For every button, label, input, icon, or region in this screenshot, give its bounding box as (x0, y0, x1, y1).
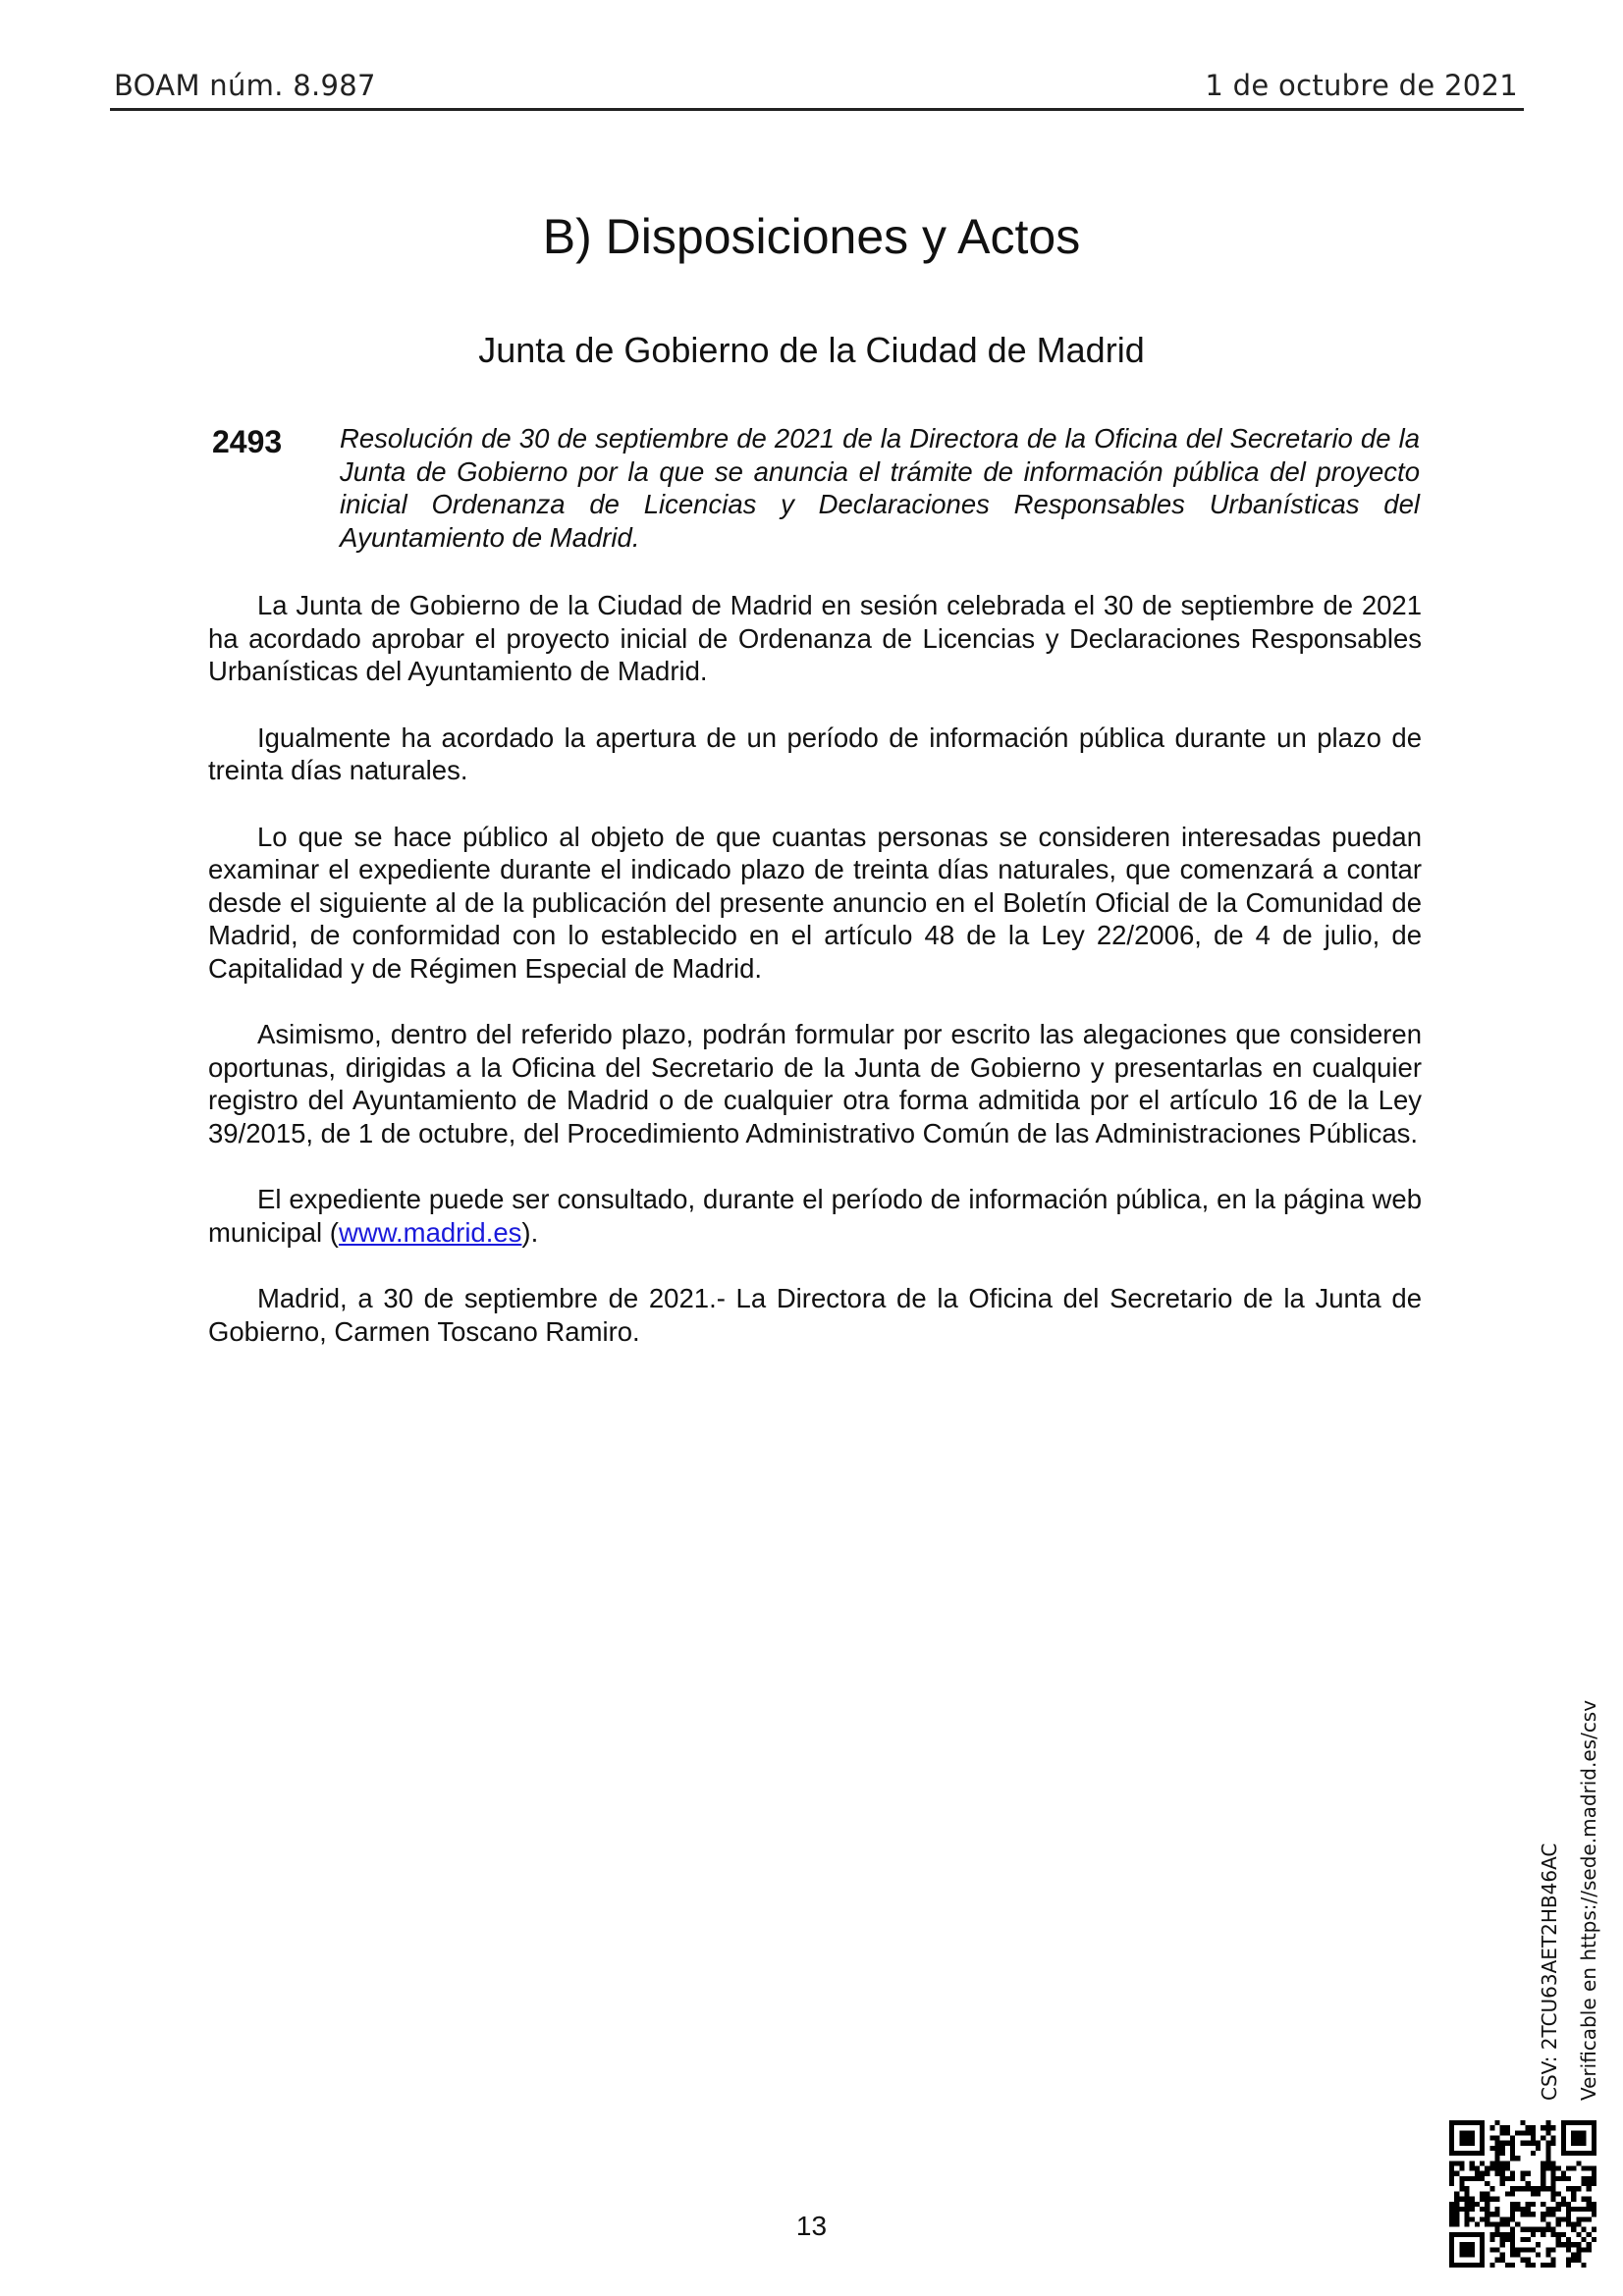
paragraph-6: Madrid, a 30 de septiembre de 2021.- La Directora de la Oficina del Secretario de la Junta de Gobierno, Carmen Toscano Ramiro. (208, 1283, 1422, 1347)
paragraph-3: Lo que se hace público al objeto de que cuantas personas se consideren interesadas puedan examinar el expediente durante el indicado plazo de treinta días naturales, que comenzará a contar desde el siguiente al de la publicación del presente anuncio en el Boletín Oficial de la Comunidad de Madrid, de conformidad con lo establecido en el artículo 48 de la Ley 22/2006, de 4 de julio, de Capitalidad y de Régimen Especial de Madrid. (208, 821, 1422, 984)
paragraph-1: La Junta de Gobierno de la Ciudad de Madrid en sesión celebrada el 30 de septiembre de 2021 ha acordado aprobar el proyecto inicial de Ordenanza de Licencias y Declaraciones Responsables Urbanísticas del Ayuntamiento de Madrid. (208, 590, 1422, 686)
page-number: 13 (795, 2211, 828, 2241)
paragraph-5-text: El expediente puede ser consultado, durante el período de información pública, en la página web municipal ( (208, 1184, 1422, 1248)
paragraph-5 (208, 1183, 1422, 1249)
verification-block (1528, 1688, 1616, 2101)
body-text (208, 589, 1422, 1381)
paragraph-4: Asimismo, dentro del referido plazo, podrán formular por escrito las alegaciones que consideren oportunas, dirigidas a la Oficina del Secretario de la Junta de Gobierno y presentarlas en cualquier registro del Ayuntamiento de Madrid o de cualquier otra forma admitida por el artículo 16 de la Ley 39/2015, de 1 de octubre, del Procedimiento Administrativo Común de las Administraciones Públicas. (208, 1019, 1422, 1148)
bulletin-date: 1 de octubre de 2021 (1205, 69, 1518, 102)
entry-summary: Resolución de 30 de septiembre de 2021 de la Directora de la Oficina del Secretario de la Junta de Gobierno por la que se anuncia el trámite de información pública del proyecto inicial Ordenanza de Licencias y Declaraciones Responsables Urbanísticas del Ayuntamiento de Madrid. (340, 423, 1420, 553)
entry-number: 2493 (212, 424, 283, 459)
section-title: B) Disposiciones y Actos (542, 209, 1081, 264)
paragraph-5-end: ). (521, 1216, 539, 1248)
csv-code: CSV: 2TCU63AET2HB46AC (1538, 1842, 1561, 2101)
page-header (110, 65, 1524, 111)
paragraph-2: Igualmente ha acordado la apertura de un período de información pública durante un plazo de treinta días naturales. (208, 721, 1422, 785)
bulletin-number: BOAM núm. 8.987 (114, 69, 376, 102)
verification-url: Verificable en https://sede.madrid.es/csv (1577, 1699, 1600, 2101)
qr-code-icon (1449, 2120, 1596, 2268)
section-subtitle: Junta de Gobierno de la Ciudad de Madrid (478, 330, 1145, 370)
madrid-website-link[interactable]: www.madrid.es (338, 1216, 522, 1248)
